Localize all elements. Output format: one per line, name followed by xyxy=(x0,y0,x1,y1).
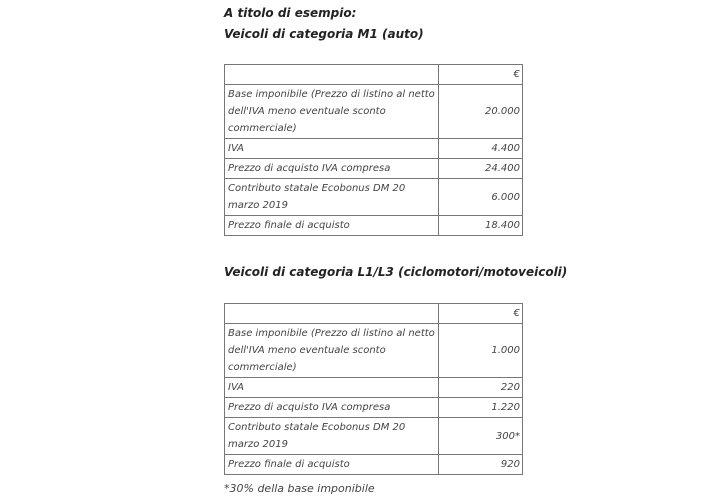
table-header-row xyxy=(225,65,523,85)
m1-price-table xyxy=(224,64,523,236)
table-row xyxy=(225,216,523,236)
footnote: *30% della base imponibile xyxy=(224,482,375,495)
table-row xyxy=(225,85,523,139)
intro-heading: A titolo di esempio: xyxy=(224,6,357,20)
row-label: Prezzo di acquisto IVA compresa xyxy=(225,159,439,179)
table-row xyxy=(225,418,523,455)
currency-header: € xyxy=(439,65,523,85)
row-label: Contributo statale Ecobonus DM 20 marzo 2019 xyxy=(225,418,439,455)
table-row xyxy=(225,139,523,159)
row-value: 220 xyxy=(439,378,523,398)
row-label: IVA xyxy=(225,378,439,398)
row-value: 4.400 xyxy=(439,139,523,159)
table-row xyxy=(225,159,523,179)
row-value: 24.400 xyxy=(439,159,523,179)
header-label-cell xyxy=(225,65,439,85)
row-value: 1.000 xyxy=(439,324,523,378)
row-value: 20.000 xyxy=(439,85,523,139)
table-header-row xyxy=(225,304,523,324)
table-row xyxy=(225,179,523,216)
currency-header: € xyxy=(439,304,523,324)
row-value: 300* xyxy=(439,418,523,455)
row-label: Prezzo finale di acquisto xyxy=(225,455,439,475)
m1-section-title: Veicoli di categoria M1 (auto) xyxy=(224,27,424,41)
row-label: Base imponibile (Prezzo di listino al netto dell'IVA meno eventuale sconto commerciale) xyxy=(225,85,439,139)
row-label: Prezzo finale di acquisto xyxy=(225,216,439,236)
table-row xyxy=(225,324,523,378)
row-label: IVA xyxy=(225,139,439,159)
header-label-cell xyxy=(225,304,439,324)
table-row xyxy=(225,378,523,398)
table-row xyxy=(225,455,523,475)
l1-section-title: Veicoli di categoria L1/L3 (ciclomotori/motoveicoli) xyxy=(224,265,568,279)
example-content xyxy=(224,0,568,495)
row-value: 1.220 xyxy=(439,398,523,418)
row-value: 18.400 xyxy=(439,216,523,236)
row-label: Prezzo di acquisto IVA compresa xyxy=(225,398,439,418)
l1-price-table xyxy=(224,303,523,475)
row-label: Contributo statale Ecobonus DM 20 marzo 2019 xyxy=(225,179,439,216)
row-label: Base imponibile (Prezzo di listino al netto dell'IVA meno eventuale sconto commerciale) xyxy=(225,324,439,378)
table-row xyxy=(225,398,523,418)
row-value: 920 xyxy=(439,455,523,475)
row-value: 6.000 xyxy=(439,179,523,216)
